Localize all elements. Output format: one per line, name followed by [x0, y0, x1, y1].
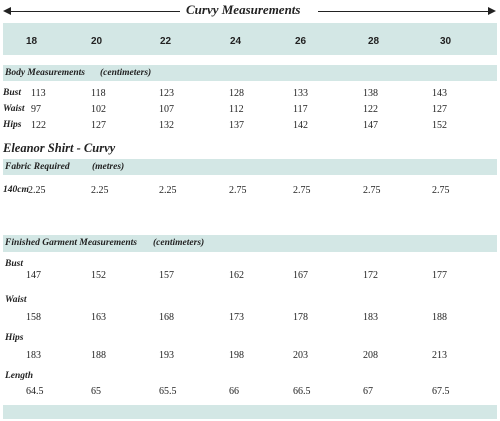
table-cell: 203	[293, 350, 308, 361]
size-label: 20	[91, 36, 103, 47]
table-cell: 117	[293, 104, 308, 115]
table-cell: 143	[432, 88, 447, 99]
table-cell: 152	[432, 120, 447, 131]
footer-band	[3, 405, 497, 419]
table-cell: 132	[159, 120, 174, 131]
fabric-section-heading: Fabric Required	[5, 162, 70, 172]
table-cell: 147	[363, 120, 378, 131]
table-cell: 122	[31, 120, 46, 131]
table-cell: 65	[91, 386, 101, 397]
finished-section-heading: Finished Garment Measurements	[5, 238, 137, 248]
table-cell: 2.25	[159, 185, 177, 196]
table-cell: 168	[159, 312, 174, 323]
table-cell: 66.5	[293, 386, 311, 397]
size-label: 24	[230, 36, 242, 47]
row-label: Length	[5, 371, 33, 381]
table-cell: 97	[31, 104, 41, 115]
table-cell: 183	[26, 350, 41, 361]
table-cell: 122	[363, 104, 378, 115]
table-cell: 173	[229, 312, 244, 323]
table-cell: 137	[229, 120, 244, 131]
size-label: 26	[295, 36, 307, 47]
body-section-heading: Body Measurements	[5, 68, 85, 78]
size-header-band	[3, 23, 497, 55]
row-label: Waist	[3, 104, 25, 114]
table-cell: 2.75	[229, 185, 247, 196]
table-cell: 123	[159, 88, 174, 99]
row-label: Hips	[5, 333, 24, 343]
table-cell: 158	[26, 312, 41, 323]
table-cell: 198	[229, 350, 244, 361]
table-cell: 208	[363, 350, 378, 361]
table-cell: 128	[229, 88, 244, 99]
fabric-section-unit: (metres)	[92, 162, 125, 172]
row-label: Bust	[5, 259, 23, 269]
table-cell: 193	[159, 350, 174, 361]
table-cell: 152	[91, 270, 106, 281]
row-label: Waist	[5, 295, 27, 305]
table-cell: 177	[432, 270, 447, 281]
table-cell: 133	[293, 88, 308, 99]
body-section-unit: (centimeters)	[100, 68, 152, 78]
table-cell: 118	[91, 88, 106, 99]
size-label: 18	[26, 36, 38, 47]
table-cell: 213	[432, 350, 447, 361]
table-cell: 65.5	[159, 386, 177, 397]
table-cell: 2.25	[91, 185, 109, 196]
size-label: 30	[440, 36, 452, 47]
table-cell: 138	[363, 88, 378, 99]
table-cell: 113	[31, 88, 46, 99]
page-title: Curvy Measurements	[186, 2, 301, 17]
table-cell: 2.75	[363, 185, 381, 196]
table-cell: 2.25	[28, 185, 46, 196]
table-cell: 2.75	[432, 185, 450, 196]
table-cell: 188	[91, 350, 106, 361]
table-cell: 2.75	[293, 185, 311, 196]
table-cell: 163	[91, 312, 106, 323]
table-cell: 66	[229, 386, 239, 397]
size-label: 22	[160, 36, 172, 47]
table-cell: 183	[363, 312, 378, 323]
table-cell: 67	[363, 386, 373, 397]
row-label: Hips	[3, 120, 22, 130]
table-cell: 64.5	[26, 386, 44, 397]
table-cell: 67.5	[432, 386, 450, 397]
table-cell: 127	[91, 120, 106, 131]
table-cell: 102	[91, 104, 106, 115]
table-cell: 172	[363, 270, 378, 281]
garment-subtitle: Eleanor Shirt - Curvy	[3, 141, 116, 155]
size-label: 28	[368, 36, 380, 47]
table-cell: 127	[432, 104, 447, 115]
table-cell: 157	[159, 270, 174, 281]
finished-section-unit: (centimeters)	[153, 238, 205, 248]
table-cell: 167	[293, 270, 308, 281]
fabric-section-band	[3, 159, 497, 175]
table-cell: 112	[229, 104, 244, 115]
fabric-row-label: 140cm	[3, 185, 29, 195]
table-cell: 162	[229, 270, 244, 281]
row-label: Bust	[3, 88, 21, 98]
table-cell: 142	[293, 120, 308, 131]
table-cell: 147	[26, 270, 41, 281]
table-cell: 188	[432, 312, 447, 323]
table-cell: 178	[293, 312, 308, 323]
table-cell: 107	[159, 104, 174, 115]
